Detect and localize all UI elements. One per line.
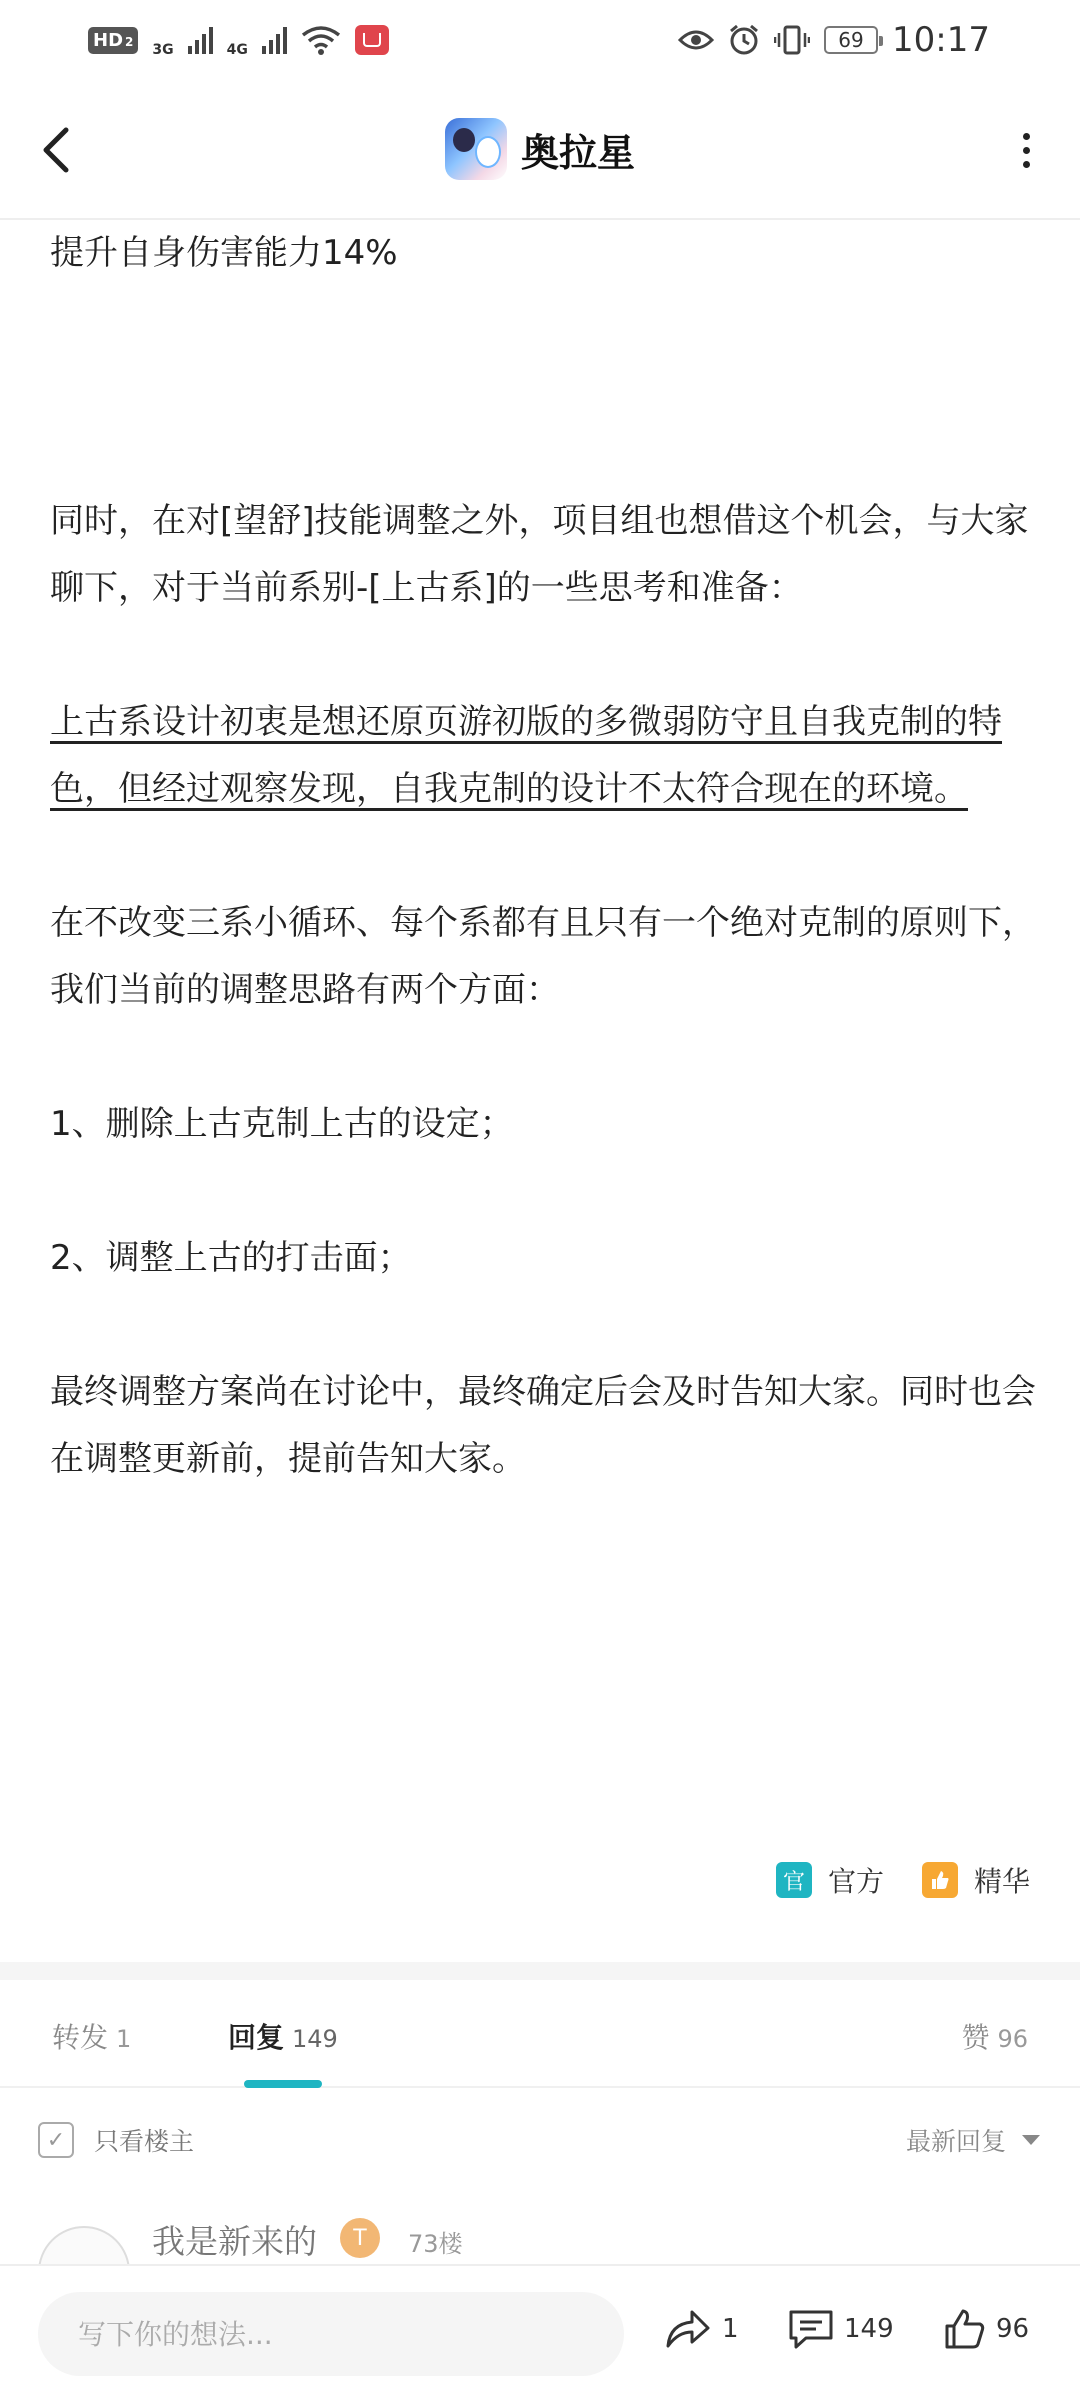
- bottom-action-bar: [0, 2264, 1080, 2400]
- tag-essence[interactable]: [922, 1860, 1030, 1900]
- more-vertical-icon: [1023, 133, 1030, 140]
- avatar[interactable]: [38, 2226, 130, 2264]
- content-paragraph: 在不改变三系小循环、每个系都有且只有一个绝对克制的原则下，我们当前的调整思路有两个方面：: [50, 903, 1036, 1010]
- only-op-toggle[interactable]: [38, 2122, 194, 2158]
- like-button[interactable]: [944, 2308, 1029, 2350]
- user-level-badge: T: [340, 2218, 380, 2258]
- post-content: [50, 220, 1040, 1493]
- network-3g-label: 3G: [152, 42, 174, 58]
- status-right: [678, 20, 990, 60]
- back-arrow-icon: [36, 122, 76, 178]
- share-icon: [664, 2308, 712, 2350]
- share-button[interactable]: [664, 2308, 739, 2350]
- reply-item[interactable]: [0, 2200, 1080, 2264]
- book-app-icon: [355, 25, 389, 55]
- status-bar: [0, 0, 1080, 80]
- list-item: 1、删除上古克制上古的设定；: [50, 1104, 514, 1144]
- game-logo: [445, 118, 507, 180]
- caret-down-icon: [1022, 2135, 1040, 2145]
- only-op-label: 只看楼主: [94, 2127, 195, 2156]
- reply-filter-row: [0, 2100, 1080, 2180]
- clock: 10:17: [892, 20, 990, 60]
- comment-input[interactable]: [38, 2292, 624, 2376]
- signal-icon: [188, 26, 213, 54]
- reply-count: 149: [292, 2025, 338, 2053]
- hd-badge: HD 2: [88, 27, 138, 54]
- top-header: [0, 80, 1080, 220]
- status-left: [88, 22, 389, 58]
- signal-icon: [262, 26, 287, 54]
- forward-count: 1: [116, 2025, 132, 2053]
- battery-indicator: 69: [824, 26, 878, 54]
- tab-forward[interactable]: 转发 1: [52, 2021, 132, 2054]
- underlined-paragraph: 上古系设计初衷是想还原页游初版的多微弱防守且自我克制的特色，但经过观察发现，自我克制的设计不太符合现在的环境。: [50, 702, 1002, 809]
- reply-username[interactable]: 我是新来的: [152, 2222, 317, 2261]
- tag-official[interactable]: [776, 1860, 884, 1900]
- tab-reply[interactable]: 回复 149: [228, 2021, 338, 2054]
- sort-label: 最新回复: [905, 2127, 1006, 2156]
- post-tags: [776, 1860, 1030, 1900]
- sort-dropdown[interactable]: [906, 2122, 1040, 2158]
- tag-official-label: 官方: [827, 1865, 884, 1898]
- vibrate-icon: [774, 24, 810, 56]
- list-item: 2、调整上古的打击面；: [50, 1238, 412, 1278]
- alarm-icon: [728, 24, 760, 56]
- thumbs-up-badge-icon: [922, 1862, 958, 1898]
- content-line: 提升自身伤害能力14%: [50, 233, 398, 273]
- comment-count: 149: [844, 2314, 894, 2344]
- active-tab-indicator: [244, 2080, 322, 2088]
- tag-essence-label: 精华: [973, 1865, 1030, 1898]
- section-divider: [0, 1962, 1080, 1980]
- like-count-bottom: 96: [996, 2314, 1030, 2344]
- eye-icon: [678, 28, 714, 52]
- more-options-button[interactable]: [996, 122, 1056, 178]
- checkbox-icon: ✓: [38, 2122, 74, 2158]
- back-button[interactable]: [36, 122, 86, 178]
- content-paragraph: 同时，在对[望舒]技能调整之外，项目组也想借这个机会，与大家聊下，对于当前系别-[上古系]的一些思考和准备：: [50, 501, 1029, 608]
- game-title[interactable]: [445, 118, 635, 180]
- game-name: 奥拉星: [520, 130, 635, 175]
- comment-icon: [788, 2308, 834, 2350]
- like-count: 96: [997, 2025, 1028, 2053]
- thumbs-up-icon: [944, 2308, 986, 2350]
- floor-number: 73楼: [408, 2230, 463, 2258]
- share-count: 1: [722, 2314, 739, 2344]
- interaction-tabs: [0, 1980, 1080, 2088]
- network-4g-label: 4G: [226, 42, 248, 58]
- wifi-icon: [301, 25, 341, 55]
- tab-like[interactable]: 赞 96: [961, 2021, 1028, 2054]
- comment-button[interactable]: [788, 2308, 894, 2350]
- content-paragraph: 最终调整方案尚在讨论中，最终确定后会及时告知大家。同时也会在调整更新前，提前告知大家。: [50, 1372, 1036, 1479]
- official-icon: 官: [776, 1862, 812, 1898]
